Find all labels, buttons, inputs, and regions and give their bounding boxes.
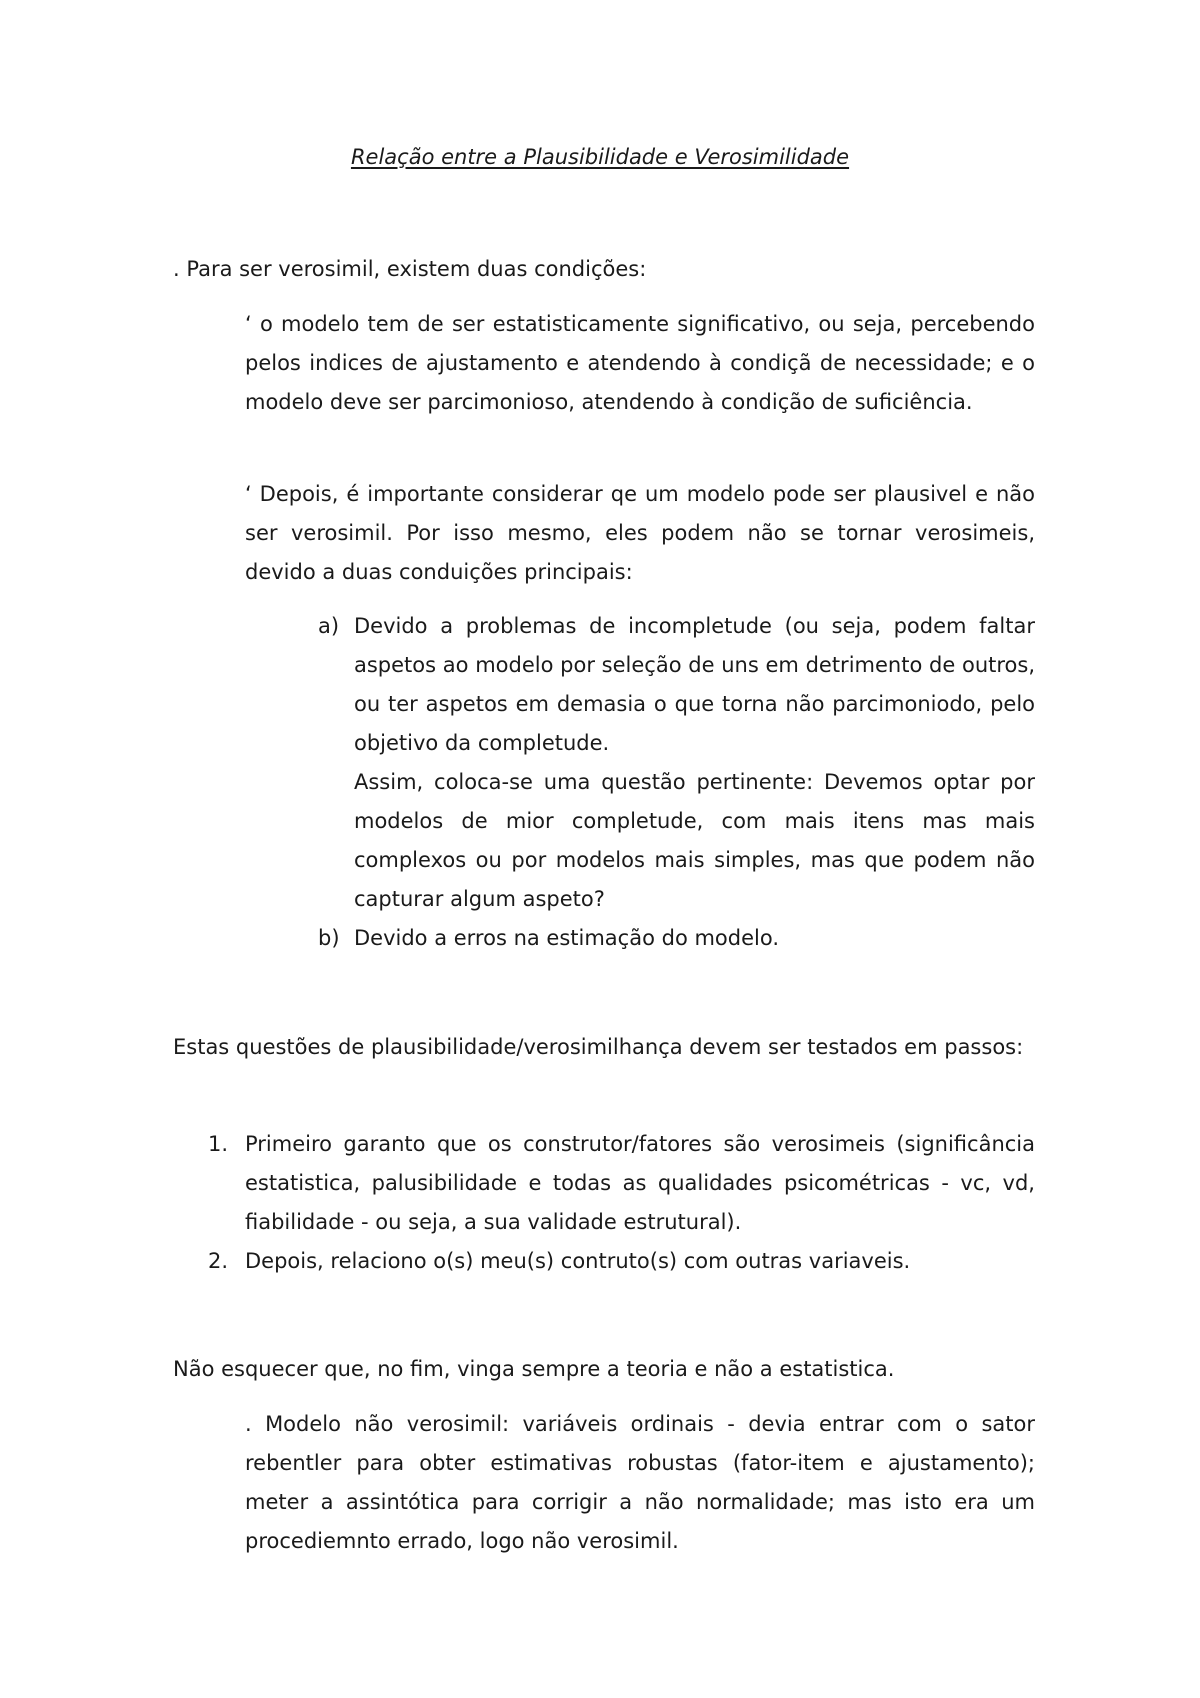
intro-paragraph: . Para ser verosimil, existem duas condições:: [173, 257, 647, 281]
list-item-a: Devido a problemas de incompletude (ou seja, podem faltar aspetos ao modelo por seleção de uns em detrimento de outros, ou ter aspetos em demasia o que torna não parcimoniodo, pelo objetivo da completude.: [354, 614, 1035, 755]
condition-1-paragraph: ‘ o modelo tem de ser estatisticamente significativo, ou seja, percebendo pelos indices de ajustamento e atendendo à condiçã de necessidade; e o modelo deve ser parcimonioso, atendendo à condição de suficiência.: [245, 312, 1035, 414]
list-marker-a: a): [318, 614, 340, 638]
document-title: Relação entre a Plausibilidade e Verosimilidade: [350, 145, 850, 169]
list-item-a-continuation: Assim, coloca-se uma questão pertinente: Devemos optar por modelos de mior completude, com mais itens mas mais complexos ou por modelos mais simples, mas que podem não capturar algum aspeto?: [354, 770, 1035, 911]
condition-2-paragraph: ‘ Depois, é importante considerar qe um modelo pode ser plausivel e não ser verosimil. Por isso mesmo, eles podem não se tornar verosimeis, devido a duas conduições principais:: [245, 482, 1035, 584]
step-item-1: Primeiro garanto que os construtor/fatores são verosimeis (significância estatistica, palusibilidade e todas as qualidades psicométricas - vc, vd, fiabilidade - ou seja, a sua validade estrutural).: [245, 1132, 1035, 1234]
note-paragraph: . Modelo não verosimil: variáveis ordinais - devia entrar com o sator rebentler para obter estimativas robustas (fator-item e ajustamento); meter a assintótica para corrigir a não normalidade; mas isto era um procediemnto errado, logo não verosimil.: [245, 1412, 1035, 1553]
closing-paragraph: Não esquecer que, no fim, vinga sempre a teoria e não a estatistica.: [173, 1357, 895, 1381]
list-marker-b: b): [318, 926, 340, 950]
step-item-2: Depois, relaciono o(s) meu(s) contruto(s) com outras variaveis.: [245, 1249, 911, 1273]
step-marker-2: 2.: [208, 1249, 229, 1273]
steps-intro-paragraph: Estas questões de plausibilidade/verosimilhança devem ser testados em passos:: [173, 1035, 1024, 1059]
step-marker-1: 1.: [208, 1132, 229, 1156]
list-item-b: Devido a erros na estimação do modelo.: [354, 926, 780, 950]
